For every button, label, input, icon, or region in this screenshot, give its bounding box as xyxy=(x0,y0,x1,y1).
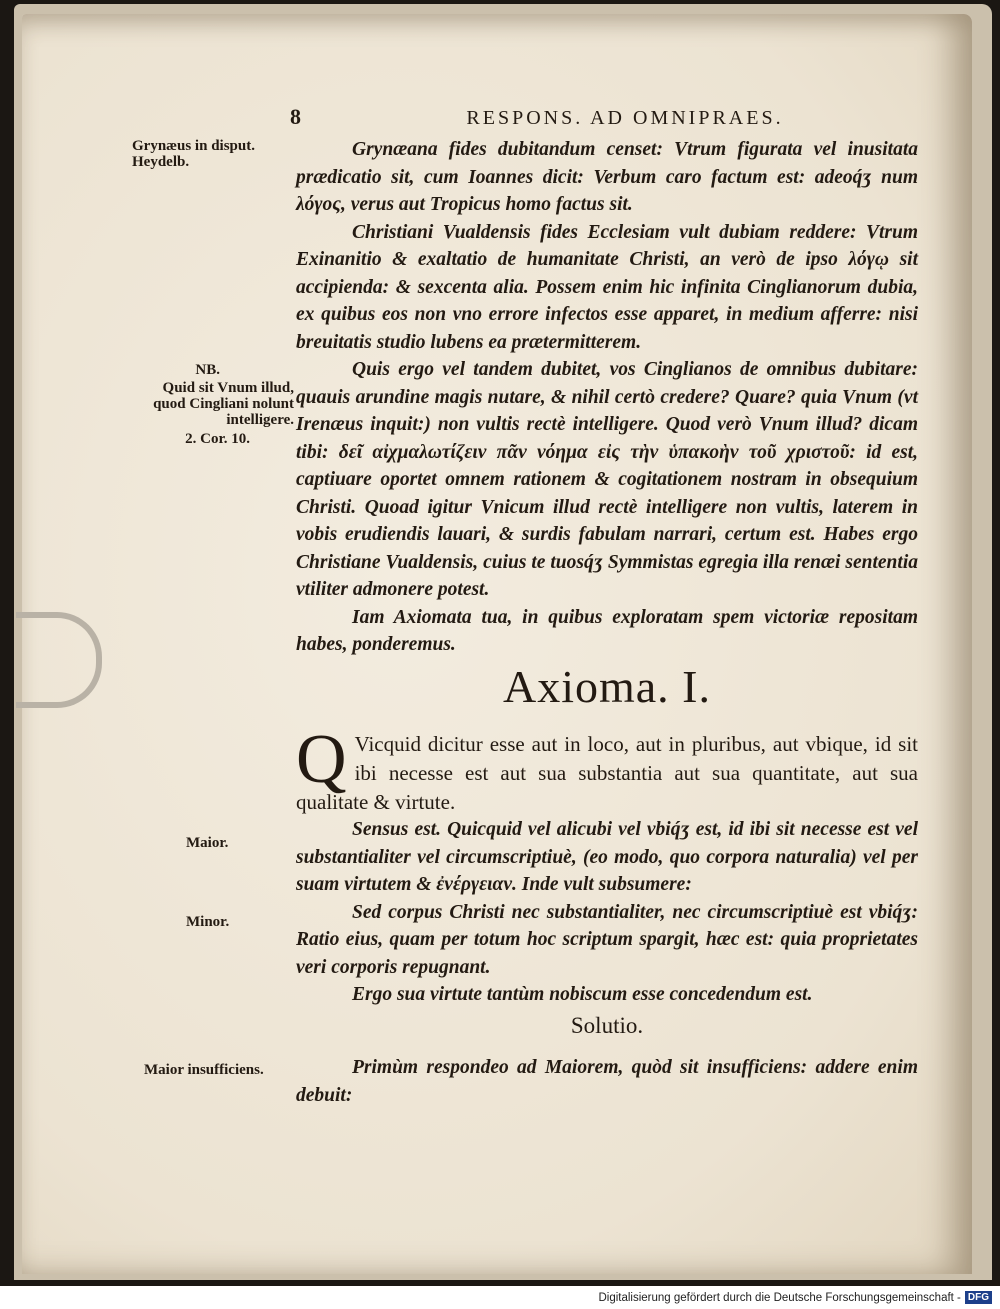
paragraph-minor: Sed corpus Christi nec substantialiter, nec circumscriptiuè est vbiq́ʒ: Ratio eius, quam per totum hoc scriptum spargit, hæc est: quia proprietates veri corporis repugnant. xyxy=(296,901,918,978)
solutio-heading: Solutio. xyxy=(570,1013,644,1038)
main-text-block xyxy=(296,136,918,659)
paragraph-grynaeus: Grynæana fides dubitandum censet: Vtrum figurata vel inusitata prædicatio sit, cum Ioannes dicit: Verbum caro factum est: adeoq́ʒ num λόγος, verus aut Tropicus homo factus sit. xyxy=(296,139,918,215)
paragraph-quis-ergo: Quis ergo vel tandem dubitet, vos Cinglianos de omnibus dubitare: quauis arundine magis nutare, & nihil certò credere? Quare? quia Vnum (vt Irenæus inquit:) non vultis rectè intelligere. Quod verò Vnum illud? dicam tibi: δεῖ αἰχμαλωτίζειν πᾶν νόημα εἰς τὴν ὑπακοὴν τοῦ χριστοῦ: id est, captiuare oportet omnem rationem & cogitationem nostram in obsequium Christi. Quoad igitur Vnicum illud rectè intelligere non vultis, laterem in vobis erudiendis lauari, & surdis fabulam narrari, certum est. Habes ergo Christiane Vualdensis, cuius te tuosq́ʒ Symmistas egregia illa renæi sententia vtiliter admonere potest. xyxy=(296,359,918,600)
paper-clip-icon xyxy=(16,612,102,708)
margin-note-minor: Minor. xyxy=(186,914,230,930)
running-header xyxy=(290,104,920,130)
axiom-statement-block xyxy=(296,721,918,817)
footer-credit: Digitalisierung gefördert durch die Deutsche Forschungsgemeinschaft - xyxy=(598,1291,961,1304)
paragraph-primum: Primùm respondeo ad Maiorem, quòd sit insufficiens: addere enim debuit: xyxy=(296,1057,918,1106)
paragraph-sensus: Sensus est. Quicquid vel alicubi vel vbiq́ʒ est, id ibi sit necesse est vel substantialiter vel circumscriptiuè, (eo modo, quo corpora naturalia) vel per suam virtutem & ἐνέργειαν. Inde vult subsumere: xyxy=(296,819,918,895)
axiom-commentary xyxy=(296,816,918,1009)
paragraph-conclusion: Ergo sua virtute tantùm nobiscum esse concedendum est. xyxy=(352,984,813,1005)
axiom-statement: Vicquid dicitur esse aut in loco, aut in pluribus, aut vbique, id sit ibi necesse est aut sua substantia aut sua quantitate, aut sua qualitate & virtute. xyxy=(296,732,918,814)
dfg-logo: DFG xyxy=(965,1291,992,1304)
page-number: 8 xyxy=(290,104,304,129)
paragraph-christiani: Christiani Vualdensis fides Ecclesiam vult dubiam reddere: Vtrum Exinanitio & exaltatio de humanitate Christi, an verò de ipso λόγῳ sit accipienda: & sexcenta alia. Possem enim hic infinita Cinglianorum dubia, ex quibus eos non vno errore infectos esse apparet, in medium afferre: nisi breuitatis studio lubens ea prætermitterem. xyxy=(296,221,918,353)
solutio-text-block xyxy=(296,1054,918,1109)
axiom-heading: Axioma. I. xyxy=(502,661,711,712)
margin-note-maior: Maior. xyxy=(186,835,229,851)
footer xyxy=(0,1286,1000,1309)
margin-note-grynaeus: Grynæus in disput. Heydelb. xyxy=(132,138,255,170)
paragraph-iam-axiomata: Iam Axiomata tua, in quibus exploratam spem victoriæ repositam habes, ponderemus. xyxy=(296,606,918,655)
margin-note-quid-sit: Quid sit Vnum illud, quod Cingliani nolunt intelligere. xyxy=(153,380,294,428)
drop-cap: Q xyxy=(296,721,347,798)
margin-note-nb: NB. xyxy=(195,362,220,378)
margin-note-cor-ref: 2. Cor. 10. xyxy=(185,431,250,447)
margin-note-maior-insufficiens: Maior insufficiens. xyxy=(144,1062,264,1078)
running-title: RESPONS. AD OMNIPRAES. xyxy=(466,107,784,129)
